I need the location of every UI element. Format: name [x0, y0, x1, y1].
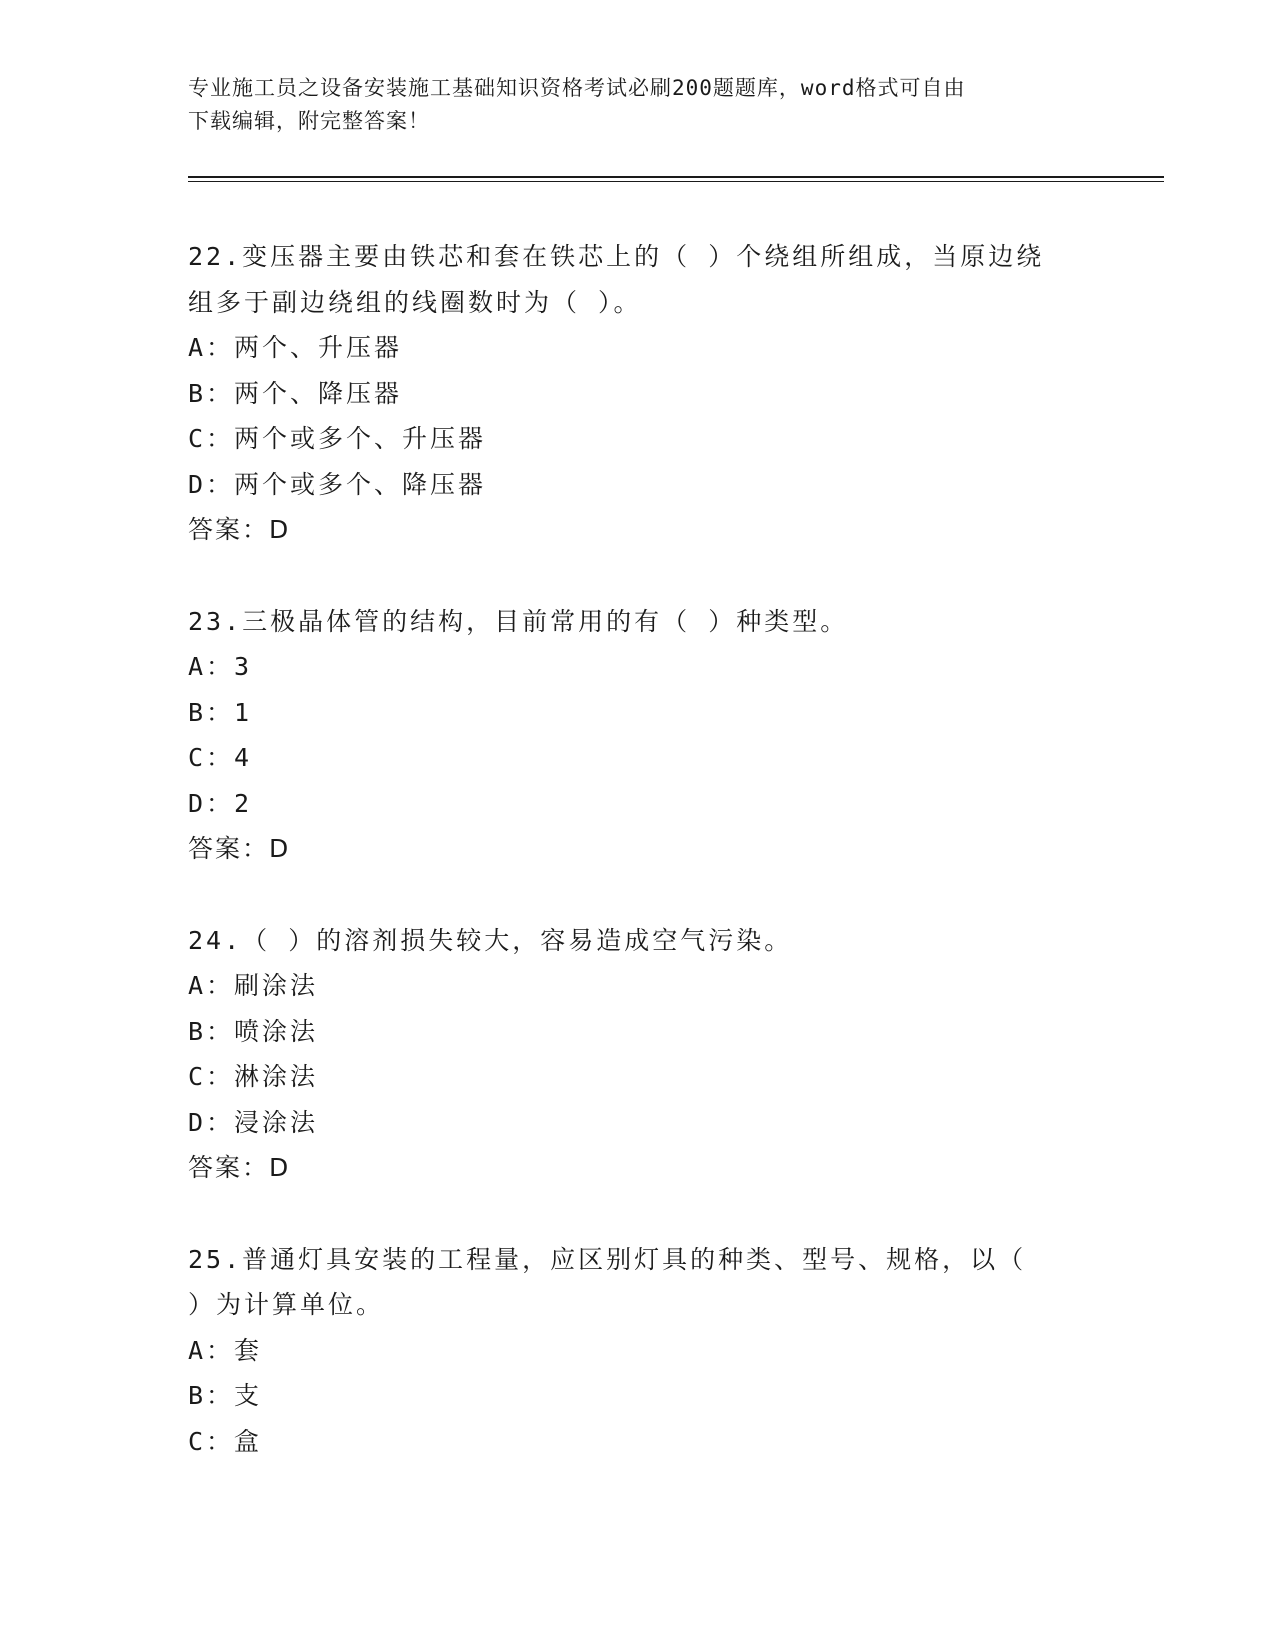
option-a: A：两个、升压器: [188, 333, 403, 362]
header-divider-thin: [188, 181, 1164, 182]
answer-line: 答案：D: [188, 1153, 291, 1182]
header-line-1: 专业施工员之设备安装施工基础知识资格考试必刷200题题库，word格式可自由: [188, 76, 966, 100]
option-c: C：淋涂法: [188, 1062, 319, 1091]
option-b: B：1: [188, 697, 253, 727]
option-b: B：喷涂法: [188, 1016, 319, 1046]
question-24: [188, 918, 1088, 1191]
question-25: [188, 1237, 1088, 1465]
option-a: A：3: [188, 652, 253, 681]
question-text-line: 23.三极晶体管的结构，目前常用的有（ ）种类型。: [188, 606, 849, 636]
question-text-line: 组多于副边绕组的线圈数时为（ ）。: [188, 287, 642, 317]
option-a: A：刷涂法: [188, 971, 319, 1000]
question-text-line: 25.普通灯具安装的工程量，应区别灯具的种类、型号、规格，以（: [188, 1244, 1027, 1274]
header-line-2: 下载编辑，附完整答案！: [188, 109, 430, 133]
question-23: [188, 599, 1088, 872]
option-d: D：2: [188, 788, 253, 818]
option-d: D：浸涂法: [188, 1107, 319, 1137]
option-c: C：盒: [188, 1426, 263, 1456]
question-text-line: 22.变压器主要由铁芯和套在铁芯上的（ ）个绕组所组成，当原边绕: [188, 242, 1045, 271]
question-22: [188, 234, 1088, 553]
option-d: D：两个或多个、降压器: [188, 469, 487, 499]
question-list: [188, 234, 1088, 1510]
option-c: C：两个或多个、升压器: [188, 424, 487, 453]
option-b: B：两个、降压器: [188, 378, 403, 408]
header-divider-thick: [188, 176, 1164, 178]
option-a: A：套: [188, 1335, 263, 1365]
option-b: B：支: [188, 1381, 263, 1410]
answer-line: 答案：D: [188, 834, 291, 863]
document-header: [188, 72, 1088, 138]
answer-line: 答案：D: [188, 515, 291, 544]
question-text-line: ）为计算单位。: [188, 1290, 385, 1319]
question-text-line: 24.（ ）的溶剂损失较大，容易造成空气污染。: [188, 925, 793, 955]
option-c: C：4: [188, 743, 253, 772]
